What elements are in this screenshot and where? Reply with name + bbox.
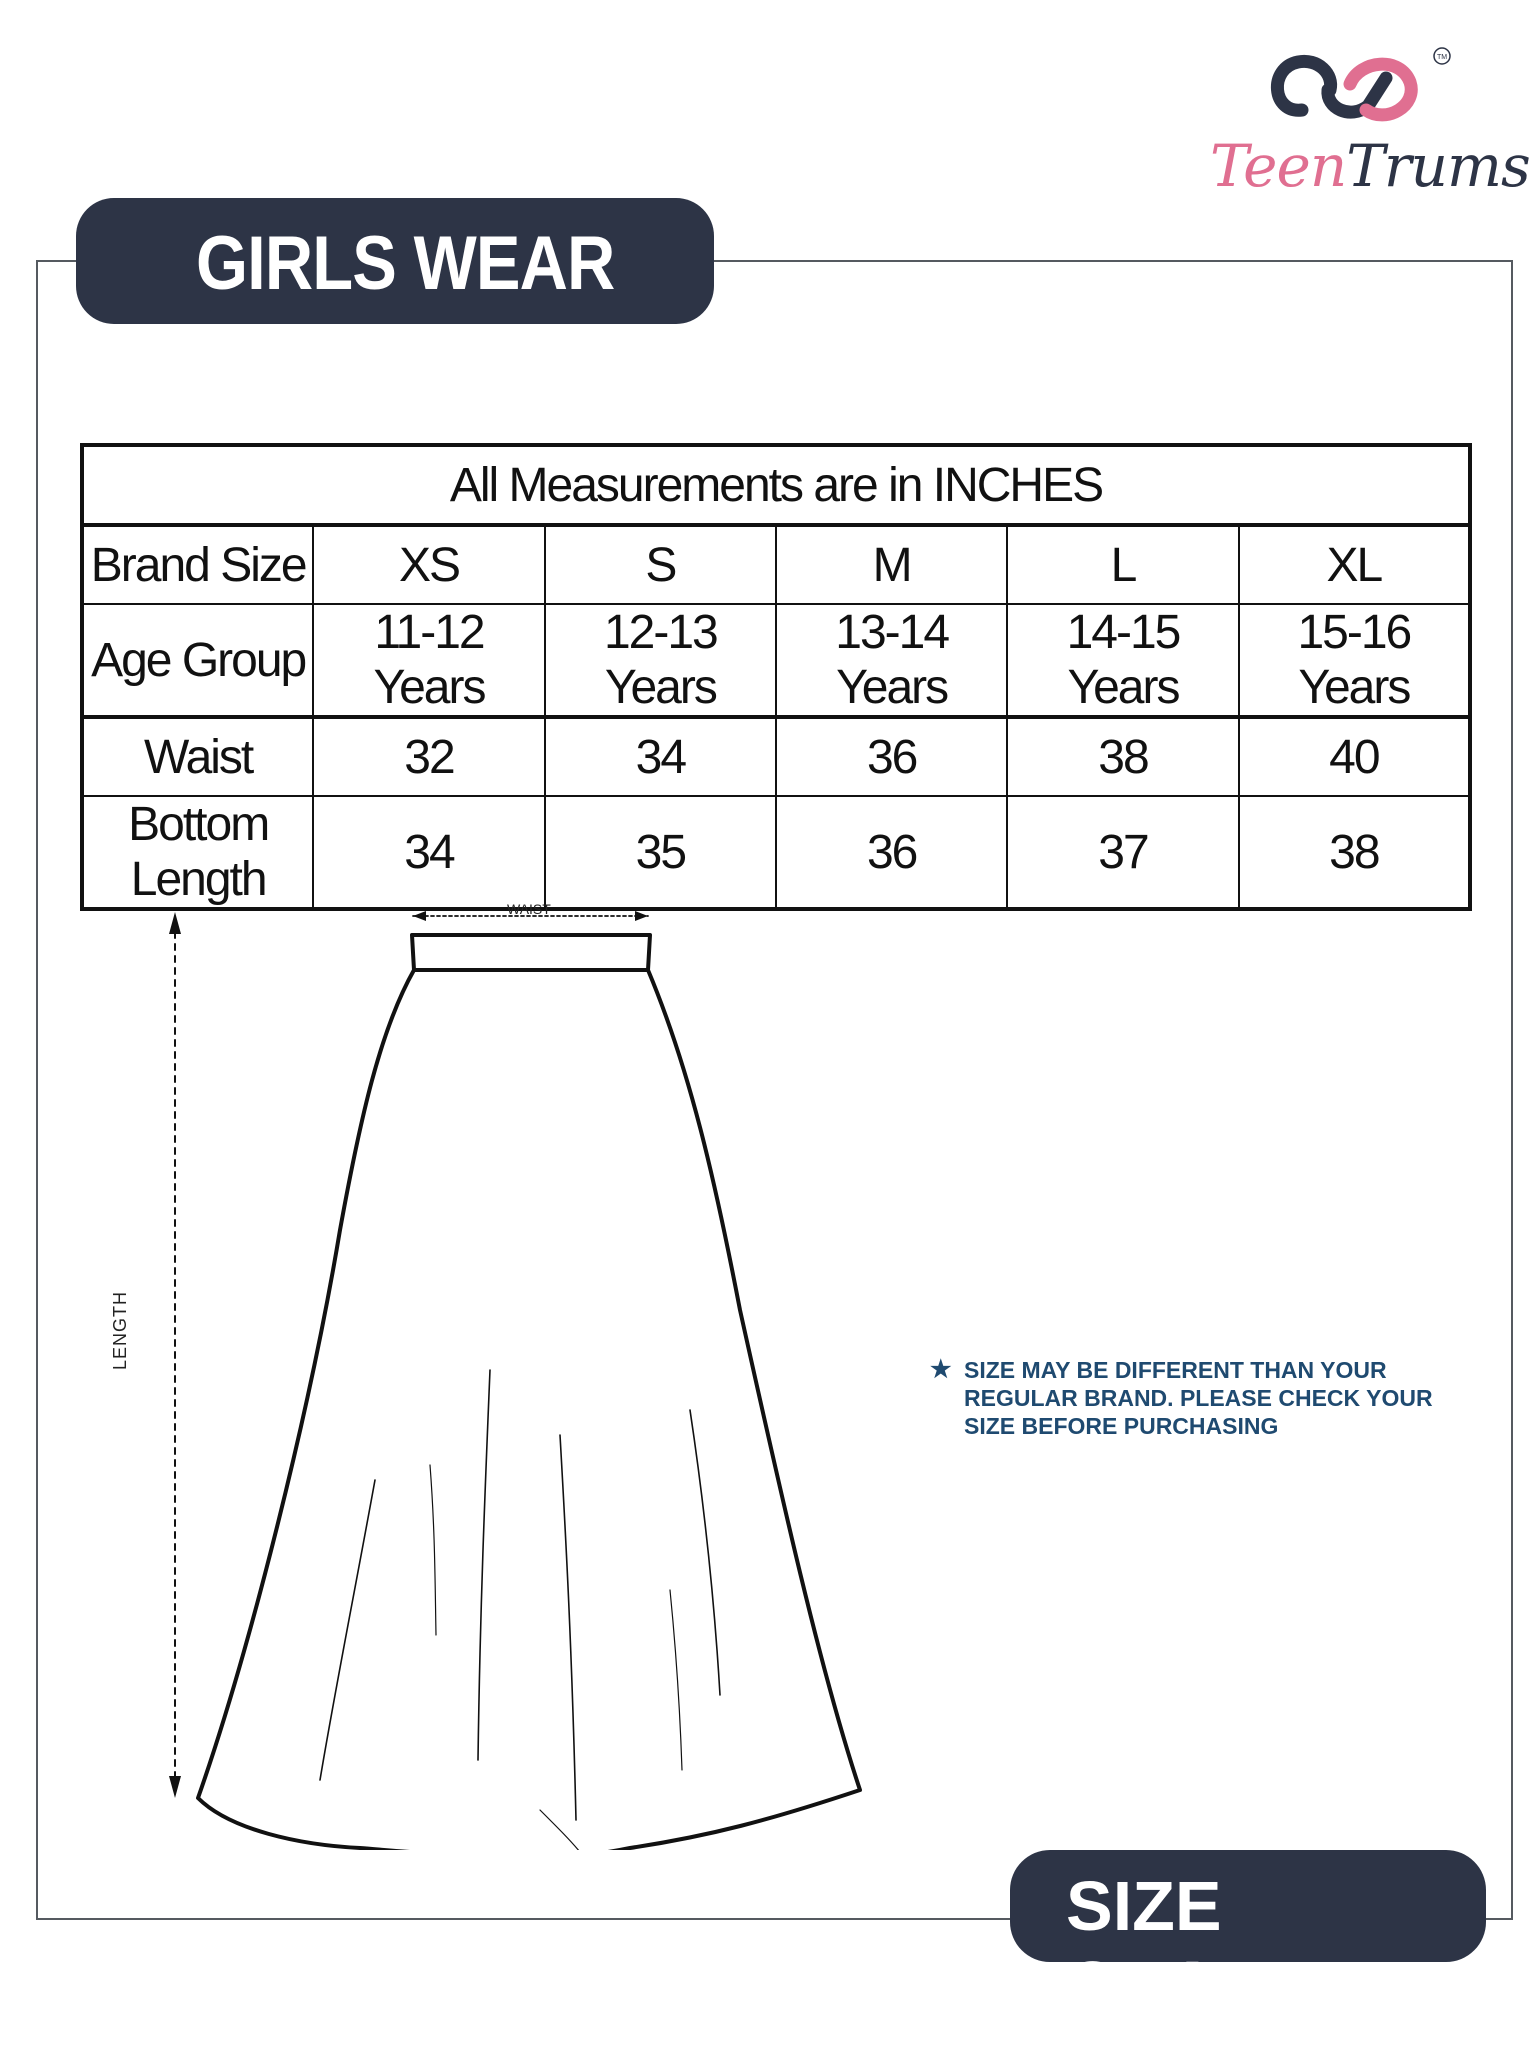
table-caption: All Measurements are in INCHES	[82, 445, 1470, 525]
table-cell: 12-13 Years	[545, 604, 776, 717]
table-cell: 13-14 Years	[776, 604, 1007, 717]
brand-logo	[1210, 44, 1530, 214]
table-cell: XS	[313, 525, 544, 604]
size-note	[932, 1356, 1452, 1440]
row-label: Brand Size	[82, 525, 313, 604]
table-cell: L	[1007, 525, 1238, 604]
logo-mark-icon	[1210, 44, 1500, 134]
row-label: Bottom Length	[82, 796, 313, 909]
table-cell: 14-15 Years	[1007, 604, 1238, 717]
table-row	[82, 525, 1470, 604]
row-label: Waist	[82, 717, 313, 796]
length-label: LENGTH	[110, 1290, 130, 1370]
table-cell: M	[776, 525, 1007, 604]
table-cell: 38	[1007, 717, 1238, 796]
table-row	[82, 604, 1470, 717]
star-icon: ★	[930, 1356, 952, 1383]
table-cell: 32	[313, 717, 544, 796]
skirt-diagram	[130, 890, 890, 1850]
size-table	[80, 443, 1472, 906]
table-cell: 36	[776, 717, 1007, 796]
table-cell: 38	[1239, 796, 1470, 909]
table-caption-row	[82, 445, 1470, 525]
note-line: REGULAR BRAND. PLEASE CHECK YOUR	[964, 1385, 1433, 1411]
waist-label: WAIST	[507, 901, 551, 917]
row-label: Age Group	[82, 604, 313, 717]
table-cell: 40	[1239, 717, 1470, 796]
size-chart-badge	[1010, 1850, 1486, 2025]
table-cell: 11-12 Years	[313, 604, 544, 717]
table-cell: 34	[313, 796, 544, 909]
brand-wordmark: TeenTrums	[1210, 132, 1530, 200]
trademark-mark: TM	[1436, 54, 1448, 61]
table-cell: 36	[776, 796, 1007, 909]
table-row	[82, 717, 1470, 796]
title-banner	[76, 198, 714, 324]
note-line: SIZE MAY BE DIFFERENT THAN YOUR	[964, 1357, 1387, 1383]
note-line: SIZE BEFORE PURCHASING	[964, 1413, 1279, 1439]
table-cell: 34	[545, 717, 776, 796]
table-cell: XL	[1239, 525, 1470, 604]
table-cell: 35	[545, 796, 776, 909]
table-cell: 37	[1007, 796, 1238, 909]
table-cell: 15-16 Years	[1239, 604, 1470, 717]
page-title: GIRLS WEAR	[196, 221, 615, 306]
table-cell: S	[545, 525, 776, 604]
size-chart-label: SIZE CHART	[1066, 1867, 1311, 2025]
